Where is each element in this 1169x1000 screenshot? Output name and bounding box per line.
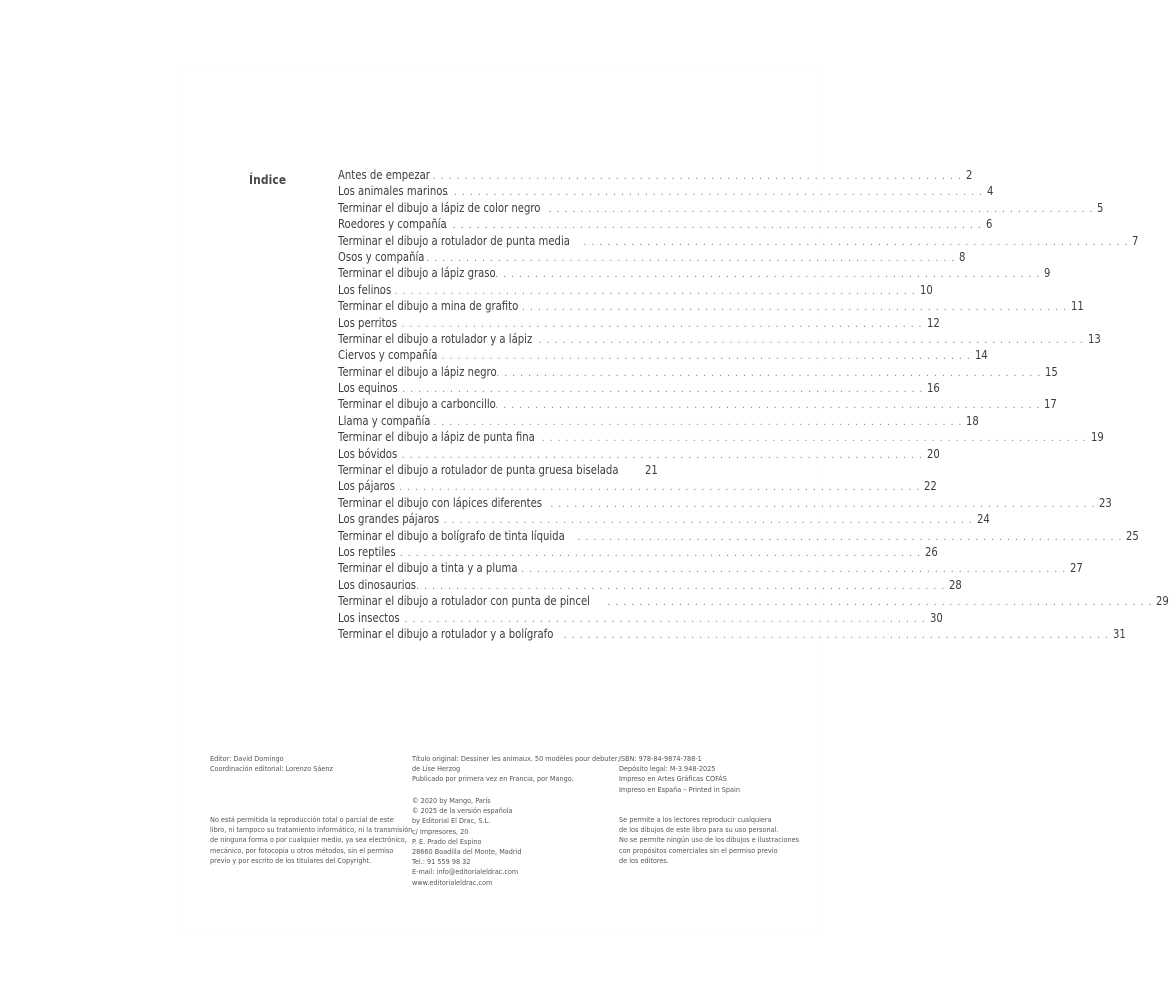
- colophon-copyright-notice: [210, 815, 440, 866]
- colophon-line: © 2025 de la versión española: [412, 806, 513, 816]
- toc-entry: [338, 512, 990, 528]
- toc-entry-page-number: 28: [949, 577, 963, 592]
- toc-entry-page-number: 29: [1156, 594, 1169, 609]
- toc-entry: [338, 544, 938, 561]
- toc-entry-title: Terminar el dibujo a lápiz de color negro: [338, 200, 541, 215]
- toc-entry: [338, 282, 933, 299]
- colophon-line: previo y por escrito de los titulares del Copyright.: [210, 855, 372, 865]
- toc-entry: [338, 315, 940, 332]
- toc-entry-page-number: 8: [959, 249, 966, 264]
- toc-dot-leader: [583, 237, 1128, 248]
- toc-entry: [338, 413, 980, 430]
- colophon-line: by Editorial El Drac, S.L.: [412, 816, 491, 826]
- toc-entry: [338, 463, 659, 479]
- toc-entry-page-number: 13: [1087, 331, 1101, 346]
- toc-entry-page-number: 20: [926, 446, 940, 461]
- toc-entry-page-number: 27: [1070, 561, 1083, 576]
- toc-entry-page-number: 19: [1090, 430, 1104, 445]
- toc-dot-leader: [377, 319, 922, 330]
- toc-entry-title: Los felinos: [338, 282, 392, 297]
- toc-entry-page-number: 30: [929, 610, 943, 625]
- toc-entry-title: Los bóvidos: [338, 446, 398, 461]
- toc-entry: [338, 479, 938, 495]
- toc-entry-page-number: 6: [985, 217, 993, 232]
- toc-entry-page-number: 11: [1071, 299, 1084, 314]
- toc-entry-page-number: 26: [924, 544, 938, 559]
- toc-entry-title: Terminar el dibujo a lápiz negro: [338, 364, 497, 379]
- toc-dot-leader: [564, 630, 1109, 641]
- toc-dot-leader: [381, 614, 926, 625]
- toc-entry-title: Terminar el dibujo a rotulador y a bolígrafo: [338, 626, 554, 641]
- toc-entry-title: Terminar el dibujo a rotulador de punta gruesa biselada: [338, 463, 619, 478]
- toc-entry-title: Los equinos: [338, 381, 398, 396]
- toc-entry-page-number: 7: [1132, 233, 1139, 248]
- toc-entry: [338, 528, 1140, 545]
- toc-entry-page-number: 9: [1044, 266, 1051, 281]
- toc-entry-page-number: 12: [926, 315, 940, 330]
- toc-dot-leader: [426, 351, 971, 362]
- toc-entry-title: Terminar el dibujo a carboncillo: [338, 397, 496, 412]
- colophon-line: Coordinación editorial: Lorenzo Sáenz: [210, 764, 333, 774]
- toc-entry-title: Ciervos y compañía: [338, 348, 438, 363]
- colophon-line: © 2020 by Mango, París: [412, 796, 491, 805]
- toc-dot-leader: [375, 482, 920, 493]
- toc-entry-title: Roedores y compañía: [338, 217, 447, 232]
- toc-entry: [338, 299, 1084, 315]
- toc-heading: Índice: [249, 172, 287, 187]
- toc-entry-title: Los reptiles: [338, 544, 396, 559]
- toc-dot-leader: [417, 171, 962, 182]
- toc-entry: [338, 610, 943, 627]
- toc-entry-page-number: 22: [924, 479, 938, 494]
- toc-entry: [338, 266, 1051, 282]
- colophon-line: libro, ni tampoco su tratamiento informático, ni la transmisión: [210, 825, 413, 835]
- toc-dot-leader: [378, 384, 923, 395]
- toc-dot-leader: [521, 564, 1066, 575]
- colophon-line: c/ Impresores, 20: [412, 826, 469, 836]
- toc-dot-leader: [522, 302, 1067, 313]
- colophon-line: No está permitida la reproducción total o parcial de este: [210, 815, 394, 824]
- toc-entry-page-number: 16: [927, 381, 941, 396]
- toc-dot-leader: [607, 597, 1152, 608]
- toc-entry-title: Terminar el dibujo con lápices diferentes: [338, 495, 543, 510]
- colophon-line: con propósitos comerciales sin el permiso previo: [619, 845, 778, 855]
- toc-entry: [338, 348, 988, 364]
- toc-entry: [338, 446, 940, 463]
- toc-entry-title: Los animales marinos: [338, 184, 448, 199]
- toc-entry: [338, 331, 1101, 348]
- toc-dot-leader: [542, 433, 1087, 444]
- toc-entry-title: Terminar el dibujo a lápiz de punta fina: [338, 430, 535, 445]
- toc-dot-leader: [437, 220, 982, 231]
- colophon-line: de los editores.: [619, 855, 669, 865]
- toc-entry-page-number: 24: [976, 512, 990, 527]
- toc-entry-page-number: 18: [966, 413, 980, 428]
- toc-entry-page-number: 31: [1112, 626, 1126, 641]
- toc-entry-title: Los insectos: [338, 610, 400, 625]
- colophon-line: Impreso en Artes Gráficas COFÁS: [619, 774, 727, 784]
- toc-entry-page-number: 25: [1126, 528, 1140, 543]
- toc-entry: [338, 184, 994, 200]
- toc-entry-page-number: 21: [645, 463, 659, 478]
- colophon-line: www.editorialeldrac.com: [412, 877, 493, 887]
- toc-entry-page-number: 4: [986, 184, 994, 199]
- toc-dot-leader: [428, 515, 973, 526]
- toc-entry-title: Osos y compañía: [338, 249, 425, 264]
- toc-entry: [338, 577, 963, 594]
- toc-entry: [338, 200, 1104, 217]
- colophon-line: Se permite a los lectores reproducir cualquiera: [619, 815, 772, 824]
- colophon-line: Depósito legal: M-3.948-2025: [619, 764, 716, 774]
- toc-dot-leader: [496, 368, 1041, 379]
- toc-entry-page-number: 10: [919, 282, 933, 297]
- toc-entry-title: Terminar el dibujo a rotulador y a lápiz: [338, 331, 533, 346]
- toc-dot-leader: [376, 548, 921, 559]
- toc-entry-title: Llama y compañía: [338, 413, 431, 428]
- toc-entry-title: Los grandes pájaros: [338, 512, 440, 527]
- colophon-reproduction-permission: [619, 815, 824, 866]
- colophon-line: No se permite ningún uso de los dibujos e ilustraciones: [619, 835, 800, 845]
- toc-entry-page-number: 14: [974, 348, 988, 363]
- toc-entry-title: Antes de empezar: [338, 168, 430, 182]
- colophon-original-title: [412, 754, 648, 785]
- toc-entry: [338, 217, 993, 233]
- toc-entry-title: Los perritos: [338, 315, 397, 330]
- colophon-line: P. E. Prado del Espino: [412, 836, 482, 846]
- colophon-line: de los dibujos de este libro para su uso personal.: [619, 825, 779, 835]
- toc-entry: [338, 397, 1058, 413]
- colophon-line: mecánico, por fotocopia u otros métodos, sin el permiso: [210, 845, 394, 855]
- toc-dot-leader: [550, 499, 1095, 510]
- toc-entry-page-number: 23: [1099, 495, 1113, 510]
- toc-entry-title: Terminar el dibujo a rotulador con punta de pincel: [338, 594, 590, 609]
- toc-entry-title: Terminar el dibujo a bolígrafo de tinta líquida: [338, 528, 565, 543]
- toc-entry: [338, 626, 1126, 643]
- toc-dot-leader: [378, 450, 923, 461]
- toc-entry-page-number: 5: [1097, 200, 1104, 215]
- toc-entry: [338, 561, 1083, 577]
- toc-entry: [338, 168, 973, 184]
- toc-dot-leader: [417, 417, 962, 428]
- colophon-line: Publicado por primera vez en Francia, por Mango.: [412, 774, 574, 784]
- colophon-isbn-info: [619, 754, 756, 795]
- colophon-line: ISBN: 978-84-9874-788-1: [619, 754, 702, 763]
- toc-entry: [338, 233, 1139, 250]
- toc-dot-leader: [577, 532, 1122, 543]
- toc-entry-title: Terminar el dibujo a mina de grafito: [338, 299, 519, 314]
- toc-entry: [338, 495, 1113, 512]
- colophon-editor-credits: [210, 754, 350, 774]
- colophon-line: 28660 Boadilla del Monte, Madrid: [412, 847, 522, 857]
- toc-entry-page-number: 15: [1045, 364, 1059, 379]
- colophon-line: de Lise Herzog: [412, 764, 461, 774]
- toc-dot-leader: [410, 253, 955, 264]
- toc-dot-leader: [548, 204, 1093, 215]
- colophon-line: Editor: David Domingo: [210, 754, 284, 763]
- toc-entry-title: Los pájaros: [338, 479, 395, 494]
- toc-dot-leader: [495, 400, 1040, 411]
- colophon-line: Impreso en España – Printed in Spain: [619, 784, 740, 794]
- toc-dot-leader: [371, 286, 916, 297]
- toc-entry: [338, 364, 1059, 381]
- toc-entry-title: Terminar el dibujo a tinta y a pluma: [338, 561, 518, 576]
- colophon-line: Título original: Dessiner les animaux. 50 modèles pour debuter,: [412, 754, 620, 763]
- colophon-publisher-info: [412, 796, 536, 888]
- toc-dot-leader: [495, 269, 1040, 280]
- toc-dot-leader: [438, 187, 983, 198]
- toc-dot-leader: [539, 335, 1084, 346]
- toc-entry-page-number: 2: [965, 168, 973, 182]
- toc-entry: [338, 594, 1169, 610]
- toc-dot-leader: [400, 581, 945, 592]
- colophon-line: de ninguna forma o por cualquier medio, ya sea electrónico,: [210, 835, 407, 845]
- toc-entry: [338, 430, 1104, 446]
- toc-entry-page-number: 17: [1044, 397, 1058, 412]
- toc-entry: [338, 249, 966, 266]
- toc-entry-title: Los dinosaurios: [338, 577, 417, 592]
- toc-entry: [338, 381, 941, 397]
- toc-list: [338, 168, 1169, 643]
- colophon-line: E-mail: info@editorialeldrac.com: [412, 867, 519, 877]
- toc-entry-title: Terminar el dibujo a rotulador de punta media: [338, 233, 570, 248]
- colophon-line: Tel.: 91 559 98 32: [412, 857, 471, 867]
- toc-entry-title: Terminar el dibujo a lápiz graso: [338, 266, 496, 281]
